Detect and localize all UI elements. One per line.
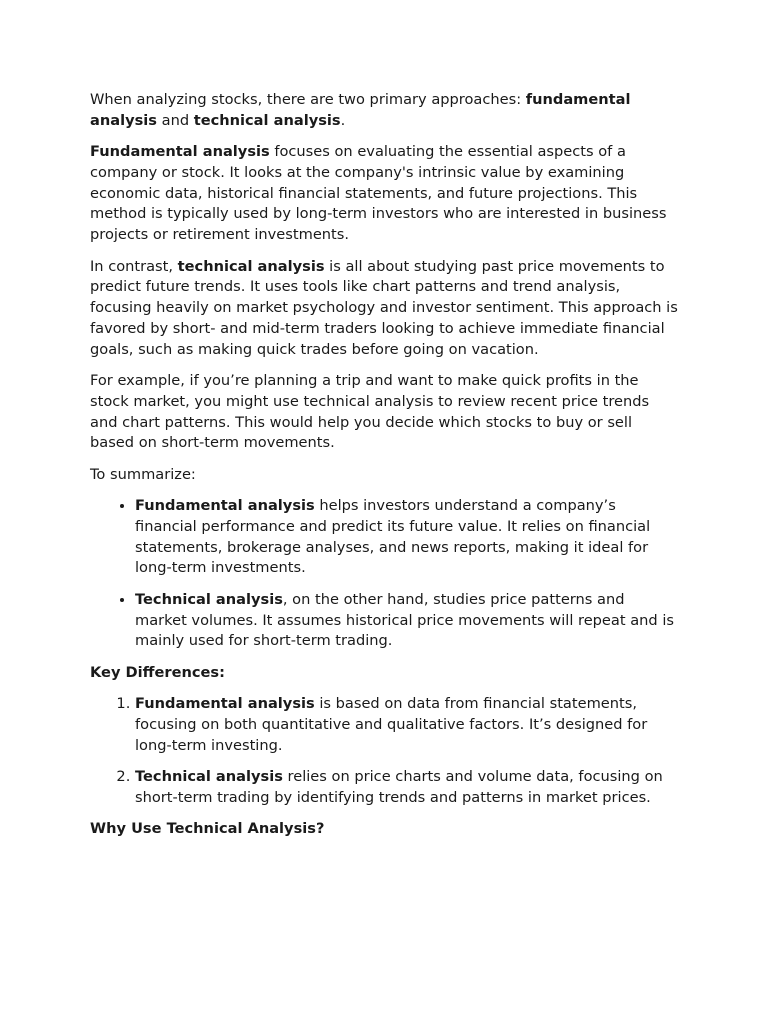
technical-text-1: In contrast, <box>90 257 178 275</box>
list-item-term: Technical analysis <box>135 767 283 785</box>
document-page <box>90 90 680 850</box>
intro-paragraph <box>90 90 680 132</box>
list-item-text: , on the other hand, studies price patterns and market volumes. It assumes historical price movements will repeat and is mainly used for short-term trading. <box>135 590 674 650</box>
intro-text-3: . <box>340 111 346 129</box>
list-item-term: Technical analysis <box>135 590 283 608</box>
key-differences-list <box>90 694 680 808</box>
list-item-term: Fundamental analysis <box>135 497 315 515</box>
technical-term: technical analysis <box>177 257 325 275</box>
summary-list <box>90 496 680 652</box>
fundamental-paragraph <box>90 142 680 246</box>
list-item <box>135 590 680 652</box>
list-item <box>135 694 680 756</box>
list-item-term: Fundamental analysis <box>135 694 315 712</box>
summary-lead: To summarize: <box>90 465 196 483</box>
example-paragraph: For example, if you’re planning a trip and want to make quick profits in the stock market, you might use technical analysis to review recent price trends and chart patterns. This would help you decide which stocks to buy or sell based on short-term movements. <box>90 372 650 452</box>
technical-text-2: is all about studying past price movements to predict future trends. It uses tools like chart patterns and trend analysis, focusing heavily on market psychology and investor sentiment. This approach is favored by short- and mid-term traders looking to achieve immediate financial goals, such as making quick trades before going on vacation. <box>90 257 678 358</box>
list-item-text: relies on price charts and volume data, focusing on short-term trading by identifying trends and patterns in market prices. <box>135 767 663 806</box>
list-item <box>135 767 680 809</box>
technical-paragraph <box>90 257 680 361</box>
list-item <box>135 496 680 579</box>
intro-text-2: and <box>156 111 194 129</box>
intro-term-fundamental: fundamental analysis <box>90 91 631 129</box>
intro-term-technical: technical analysis <box>193 111 341 129</box>
fundamental-term: Fundamental analysis <box>90 143 270 161</box>
fundamental-text: focuses on evaluating the essential aspects of a company or stock. It looks at the company's intrinsic value by examining economic data, historical financial statements, and future projections. This method is typically used by long-term investors who are interested in business projects or retirement investments. <box>90 143 667 244</box>
intro-text-1: When analyzing stocks, there are two primary approaches: <box>90 91 526 108</box>
why-heading: Why Use Technical Analysis? <box>90 819 325 837</box>
list-item-text: helps investors understand a company’s financial performance and predict its future value. It relies on financial statements, brokerage analyses, and news reports, making it ideal for long-term investments. <box>135 497 651 577</box>
list-item-text: is based on data from financial statements, focusing on both quantitative and qualitative factors. It’s designed for long-term investing. <box>135 694 648 754</box>
key-differences-heading: Key Differences: <box>90 663 225 681</box>
